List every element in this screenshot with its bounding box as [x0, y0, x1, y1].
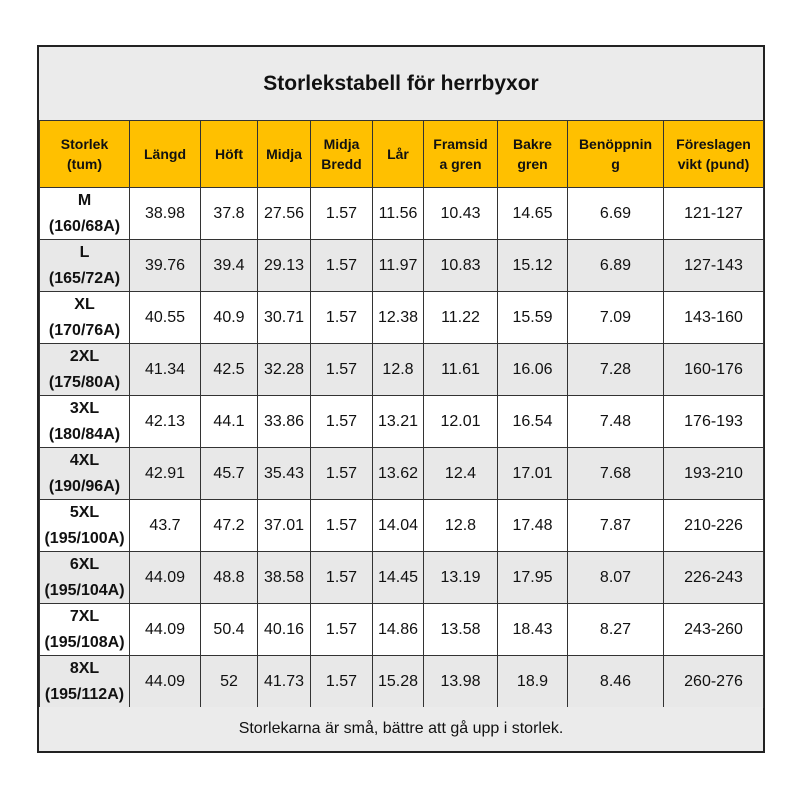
value-cell: 40.16 [258, 604, 311, 656]
value-cell: 13.62 [373, 448, 424, 500]
header-cell: Storlek (tum) [40, 121, 130, 188]
value-cell: 7.48 [568, 396, 664, 448]
value-cell: 1.57 [311, 292, 373, 344]
chart-title: Storlekstabell för herrbyxor [39, 47, 763, 120]
value-cell: 44.09 [130, 552, 201, 604]
value-cell: 13.19 [424, 552, 498, 604]
value-cell: 1.57 [311, 240, 373, 292]
value-cell: 11.22 [424, 292, 498, 344]
value-cell: 193-210 [664, 448, 764, 500]
size-cell: 6XL (195/104A) [40, 552, 130, 604]
value-cell: 41.73 [258, 656, 311, 708]
value-cell: 33.86 [258, 396, 311, 448]
value-cell: 7.87 [568, 500, 664, 552]
value-cell: 16.54 [498, 396, 568, 448]
value-cell: 7.28 [568, 344, 664, 396]
value-cell: 160-176 [664, 344, 764, 396]
table-body [40, 188, 764, 708]
size-cell: 3XL (180/84A) [40, 396, 130, 448]
table-row [40, 188, 764, 240]
value-cell: 32.28 [258, 344, 311, 396]
value-cell: 37.01 [258, 500, 311, 552]
value-cell: 47.2 [201, 500, 258, 552]
size-cell: 4XL (190/96A) [40, 448, 130, 500]
table-row [40, 344, 764, 396]
value-cell: 6.69 [568, 188, 664, 240]
value-cell: 17.48 [498, 500, 568, 552]
value-cell: 38.58 [258, 552, 311, 604]
value-cell: 40.9 [201, 292, 258, 344]
value-cell: 12.01 [424, 396, 498, 448]
size-cell: XL (170/76A) [40, 292, 130, 344]
header-cell: Föreslagen vikt (pund) [664, 121, 764, 188]
value-cell: 41.34 [130, 344, 201, 396]
value-cell: 1.57 [311, 396, 373, 448]
value-cell: 27.56 [258, 188, 311, 240]
header-cell: Höft [201, 121, 258, 188]
value-cell: 14.04 [373, 500, 424, 552]
size-table [39, 120, 764, 708]
table-row [40, 552, 764, 604]
value-cell: 8.27 [568, 604, 664, 656]
value-cell: 44.1 [201, 396, 258, 448]
value-cell: 35.43 [258, 448, 311, 500]
value-cell: 42.5 [201, 344, 258, 396]
value-cell: 210-226 [664, 500, 764, 552]
value-cell: 37.8 [201, 188, 258, 240]
value-cell: 38.98 [130, 188, 201, 240]
value-cell: 12.8 [373, 344, 424, 396]
value-cell: 13.58 [424, 604, 498, 656]
value-cell: 45.7 [201, 448, 258, 500]
size-cell: L (165/72A) [40, 240, 130, 292]
header-cell: Lår [373, 121, 424, 188]
footnote: Storlekarna är små, bättre att gå upp i storlek. [39, 707, 763, 751]
header-cell: Längd [130, 121, 201, 188]
value-cell: 1.57 [311, 344, 373, 396]
value-cell: 48.8 [201, 552, 258, 604]
value-cell: 6.89 [568, 240, 664, 292]
value-cell: 44.09 [130, 656, 201, 708]
value-cell: 1.57 [311, 500, 373, 552]
value-cell: 1.57 [311, 656, 373, 708]
value-cell: 43.7 [130, 500, 201, 552]
header-row [40, 121, 764, 188]
table-row [40, 292, 764, 344]
value-cell: 42.13 [130, 396, 201, 448]
value-cell: 17.01 [498, 448, 568, 500]
value-cell: 12.4 [424, 448, 498, 500]
table-row [40, 500, 764, 552]
value-cell: 11.61 [424, 344, 498, 396]
value-cell: 121-127 [664, 188, 764, 240]
value-cell: 16.06 [498, 344, 568, 396]
value-cell: 17.95 [498, 552, 568, 604]
size-cell: M (160/68A) [40, 188, 130, 240]
value-cell: 11.56 [373, 188, 424, 240]
value-cell: 42.91 [130, 448, 201, 500]
value-cell: 127-143 [664, 240, 764, 292]
value-cell: 15.12 [498, 240, 568, 292]
value-cell: 1.57 [311, 188, 373, 240]
value-cell: 11.97 [373, 240, 424, 292]
header-cell: Midja Bredd [311, 121, 373, 188]
size-cell: 5XL (195/100A) [40, 500, 130, 552]
header-cell: Bakre gren [498, 121, 568, 188]
size-chart [37, 45, 765, 753]
value-cell: 39.4 [201, 240, 258, 292]
value-cell: 15.59 [498, 292, 568, 344]
value-cell: 226-243 [664, 552, 764, 604]
table-row [40, 240, 764, 292]
value-cell: 1.57 [311, 448, 373, 500]
value-cell: 1.57 [311, 552, 373, 604]
value-cell: 243-260 [664, 604, 764, 656]
value-cell: 18.43 [498, 604, 568, 656]
value-cell: 50.4 [201, 604, 258, 656]
value-cell: 7.09 [568, 292, 664, 344]
value-cell: 8.07 [568, 552, 664, 604]
value-cell: 12.38 [373, 292, 424, 344]
value-cell: 1.57 [311, 604, 373, 656]
value-cell: 18.9 [498, 656, 568, 708]
value-cell: 14.45 [373, 552, 424, 604]
value-cell: 12.8 [424, 500, 498, 552]
value-cell: 40.55 [130, 292, 201, 344]
value-cell: 15.28 [373, 656, 424, 708]
value-cell: 10.43 [424, 188, 498, 240]
header-cell: Midja [258, 121, 311, 188]
table-row [40, 604, 764, 656]
header-cell: Framsid a gren [424, 121, 498, 188]
value-cell: 14.65 [498, 188, 568, 240]
value-cell: 176-193 [664, 396, 764, 448]
value-cell: 13.98 [424, 656, 498, 708]
table-row [40, 396, 764, 448]
value-cell: 52 [201, 656, 258, 708]
value-cell: 44.09 [130, 604, 201, 656]
value-cell: 13.21 [373, 396, 424, 448]
value-cell: 39.76 [130, 240, 201, 292]
size-cell: 7XL (195/108A) [40, 604, 130, 656]
table-row [40, 656, 764, 708]
size-cell: 2XL (175/80A) [40, 344, 130, 396]
value-cell: 8.46 [568, 656, 664, 708]
value-cell: 7.68 [568, 448, 664, 500]
value-cell: 10.83 [424, 240, 498, 292]
table-row [40, 448, 764, 500]
value-cell: 30.71 [258, 292, 311, 344]
header-cell: Benöppnin g [568, 121, 664, 188]
value-cell: 143-160 [664, 292, 764, 344]
value-cell: 260-276 [664, 656, 764, 708]
value-cell: 29.13 [258, 240, 311, 292]
value-cell: 14.86 [373, 604, 424, 656]
size-cell: 8XL (195/112A) [40, 656, 130, 708]
